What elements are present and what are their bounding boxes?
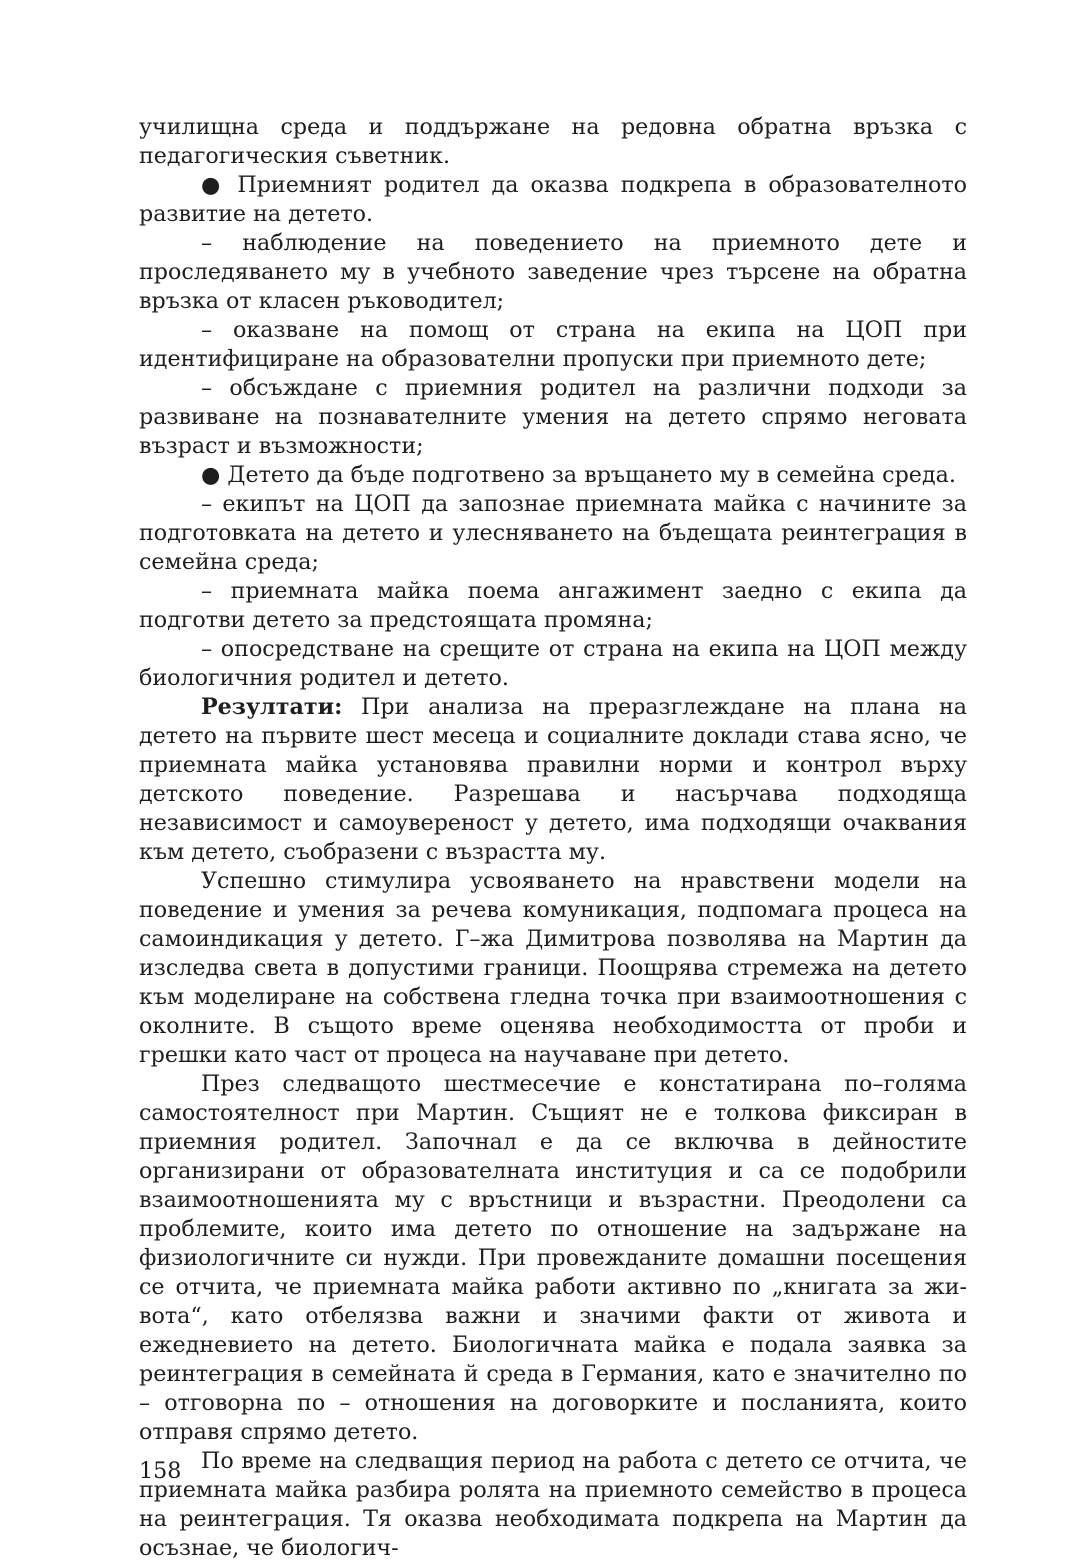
results-heading: Резултати: bbox=[201, 694, 343, 720]
paragraph-stimulation: Успешно стимулира усвояването на нравствени модели на поведение и умения за речева комуникация, подпомага процеса на самоиндикация у детето. Г–жа Димитрова позволява на Мартин да изследва света в допустими граници. Поощрява стремежа на детето към моделиране на собствена гледна точка при взаимоотношения с околните. В същото време оценява необходимостта от проби и грешки като част от процеса на научаване при детето. bbox=[139, 868, 967, 1068]
dash-item-discussion: – обсъждане с приемния родител на различни подходи за развиване на познавателните умения на детето спрямо неговата възраст и възможности; bbox=[139, 375, 967, 459]
page-number: 158 bbox=[139, 1458, 182, 1484]
dash-item-commitment: – приемната майка поема ангажимент заедно с екипа да подготви детето за предстоящата промяна; bbox=[139, 578, 967, 633]
dash-item-mediation: – опосредстване на срещите от страна на екипа на ЦОП между биологичния родител и детето. bbox=[139, 636, 967, 691]
dash-item-assistance: – оказване на помощ от страна на екипа на ЦОП при идентифициране на образователни пропуски при приемното дете; bbox=[139, 317, 967, 372]
paragraph-next-half-year: През следващото шестмесечие е констатирана по–голяма самостоятелност при Мартин. Същият не е толкова фиксиран в приемния родител. Започнал е да се включва в дейностите организирани от образователната институция и са се подобрили взаимоотношенията му с връстници и възрастни. Преодолени са проблемите, които има детето по отношение на задържане на физиологичните си нужди. При провежданите домашни посещения се отчита, че приемната майка работи активно по „книгата за живота“, като отбелязва важни и значими факти от живота и ежедневието на детето. Биологичната майка е подала заявка за реинтеграция в семейната й среда в Германия, като е значително по – отговорна по – отношения на договорките и посланията, които отправя спрямо детето. bbox=[139, 1071, 967, 1445]
paragraph-next-period: По време на следващия период на работа с детето се отчита, че приемната майка разбира ролята на приемното семейство в процеса на реинтеграция. Тя оказва необходимата подкрепа на Мартин да осъзнае, че биологич- bbox=[139, 1448, 967, 1561]
paragraph-continuation: училищна среда и поддържане на редовна обратна връзка с педагогическия съветник. bbox=[139, 114, 967, 169]
page-body bbox=[139, 113, 967, 1563]
bullet-item-education-support: ● Приемният родител да оказва подкрепа в образователното развитие на детето. bbox=[139, 172, 967, 227]
dash-item-team-introduction: – екипът на ЦОП да запознае приемната майка с начините за подготовката на детето и улесняването на бъдещата реинтеграция в семейна среда; bbox=[139, 491, 967, 575]
results-text: При анализа на преразглеждане на плана на детето на първите шест месеца и социалните доклади става ясно, че приемната майка установява правилни норми и контрол върху детското поведение. Разрешава и насърчава подходяща независимост и самоувереност у детето, има подходящи очаквания към детето, съобразени с възрастта му. bbox=[139, 694, 967, 865]
dash-item-observation: – наблюдение на поведението на приемното дете и проследяването му в учебното заведение чрез търсене на обратна връзка от класен ръководител; bbox=[139, 230, 967, 314]
paragraph-results bbox=[139, 693, 967, 867]
bullet-item-family-return: ● Детето да бъде подготвено за връщането му в семейна среда. bbox=[201, 462, 956, 488]
